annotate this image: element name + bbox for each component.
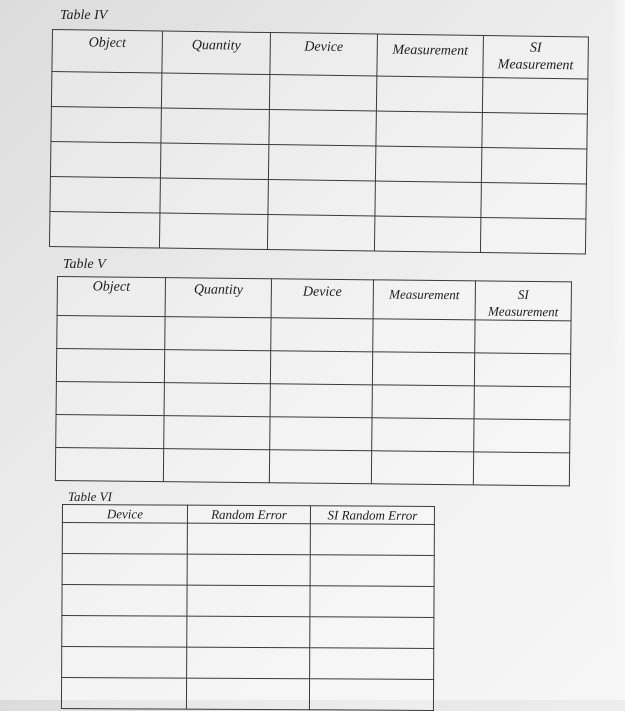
table-row — [56, 381, 570, 419]
table-v-header-row — [57, 277, 571, 321]
table-v — [55, 276, 572, 486]
table-cell[interactable] — [371, 451, 473, 485]
table-cell[interactable] — [186, 678, 309, 710]
table-cell[interactable] — [187, 523, 310, 555]
table-cell[interactable] — [372, 385, 474, 419]
header-random-error: Random Error — [187, 505, 310, 524]
table-cell[interactable] — [375, 181, 481, 217]
table-cell[interactable] — [187, 554, 310, 586]
table-cell[interactable] — [62, 647, 187, 679]
header-object: Object — [52, 30, 163, 74]
table-cell[interactable] — [310, 648, 434, 680]
table-cell[interactable] — [373, 319, 475, 353]
table-row — [56, 414, 570, 452]
table-cell[interactable] — [56, 349, 164, 383]
table-cell[interactable] — [161, 73, 269, 110]
header-quantity: Quantity — [165, 278, 271, 318]
table-cell[interactable] — [62, 554, 187, 586]
table-cell[interactable] — [164, 416, 270, 450]
table-cell[interactable] — [372, 352, 474, 386]
table-cell[interactable] — [55, 447, 163, 481]
table-cell[interactable] — [310, 586, 434, 618]
table-cell[interactable] — [310, 555, 434, 587]
table-row — [62, 585, 434, 618]
header-device: Device — [62, 505, 187, 524]
table-cell[interactable] — [482, 78, 587, 114]
table-cell[interactable] — [187, 616, 310, 648]
table-cell[interactable] — [309, 679, 433, 711]
table-cell[interactable] — [49, 211, 159, 248]
table-cell[interactable] — [62, 585, 187, 617]
table-cell[interactable] — [62, 616, 187, 648]
table-cell[interactable] — [50, 141, 160, 178]
table-cell[interactable] — [376, 111, 482, 147]
header-si-random-error: SI Random Error — [310, 506, 434, 525]
table-cell[interactable] — [160, 178, 268, 215]
table-cell[interactable] — [269, 110, 376, 146]
table-cell[interactable] — [475, 320, 571, 354]
table-cell[interactable] — [165, 317, 271, 351]
table-cell[interactable] — [374, 216, 480, 252]
table-row — [62, 554, 434, 587]
header-si-measurement: SI Measurement — [475, 281, 571, 321]
table-row — [55, 447, 569, 485]
table-row — [56, 349, 570, 387]
table-cell[interactable] — [473, 452, 569, 486]
table-cell[interactable] — [164, 350, 270, 384]
table-cell[interactable] — [376, 76, 482, 112]
table-cell[interactable] — [474, 386, 570, 420]
header-object: Object — [57, 277, 165, 317]
table-cell[interactable] — [161, 108, 269, 145]
table-iv — [49, 29, 589, 254]
table-v-caption: Table V — [63, 257, 106, 272]
table-cell[interactable] — [372, 418, 474, 452]
table-cell[interactable] — [50, 176, 160, 213]
paper-edge-highlight — [611, 0, 625, 700]
table-cell[interactable] — [164, 383, 270, 417]
table-cell[interactable] — [480, 218, 585, 254]
table-cell[interactable] — [375, 146, 481, 182]
table-cell[interactable] — [270, 351, 372, 385]
table-row — [61, 678, 433, 711]
table-iv-header-row — [52, 30, 589, 79]
table-vi-header-row — [62, 505, 434, 525]
table-cell[interactable] — [187, 647, 310, 679]
table-cell[interactable] — [310, 617, 434, 649]
table-cell[interactable] — [159, 213, 267, 250]
table-vi — [61, 504, 435, 711]
table-cell[interactable] — [57, 316, 165, 350]
table-cell[interactable] — [160, 143, 268, 180]
table-row — [49, 211, 585, 253]
header-si-measurement: SI Measurement — [483, 36, 589, 79]
table-cell[interactable] — [481, 148, 586, 184]
table-cell[interactable] — [270, 417, 372, 451]
table-cell[interactable] — [270, 384, 372, 418]
table-row — [57, 316, 571, 354]
table-cell[interactable] — [269, 75, 376, 111]
table-cell[interactable] — [62, 523, 187, 555]
table-cell[interactable] — [56, 414, 164, 448]
table-cell[interactable] — [482, 113, 587, 149]
table-cell[interactable] — [56, 381, 164, 415]
table-cell[interactable] — [474, 419, 570, 453]
table-cell[interactable] — [268, 180, 375, 216]
table-cell[interactable] — [269, 450, 371, 484]
table-row — [62, 616, 434, 649]
header-device: Device — [270, 33, 378, 76]
header-quantity: Quantity — [162, 31, 271, 75]
table-cell[interactable] — [310, 524, 434, 556]
table-cell[interactable] — [51, 106, 161, 143]
table-cell[interactable] — [271, 318, 373, 352]
table-iv-caption: Table IV — [60, 8, 108, 23]
table-cell[interactable] — [481, 183, 586, 219]
table-cell[interactable] — [474, 353, 570, 387]
header-measurement: Measurement — [377, 34, 484, 77]
table-cell[interactable] — [267, 215, 374, 251]
header-device: Device — [271, 279, 373, 319]
table-row — [62, 647, 434, 680]
header-measurement: Measurement — [373, 280, 475, 320]
table-vi-caption: Table VI — [68, 489, 112, 504]
table-cell[interactable] — [51, 72, 161, 109]
table-cell[interactable] — [163, 449, 269, 483]
table-row — [62, 523, 434, 556]
table-cell[interactable] — [268, 145, 375, 181]
table-cell[interactable] — [61, 678, 186, 710]
table-cell[interactable] — [187, 585, 310, 617]
